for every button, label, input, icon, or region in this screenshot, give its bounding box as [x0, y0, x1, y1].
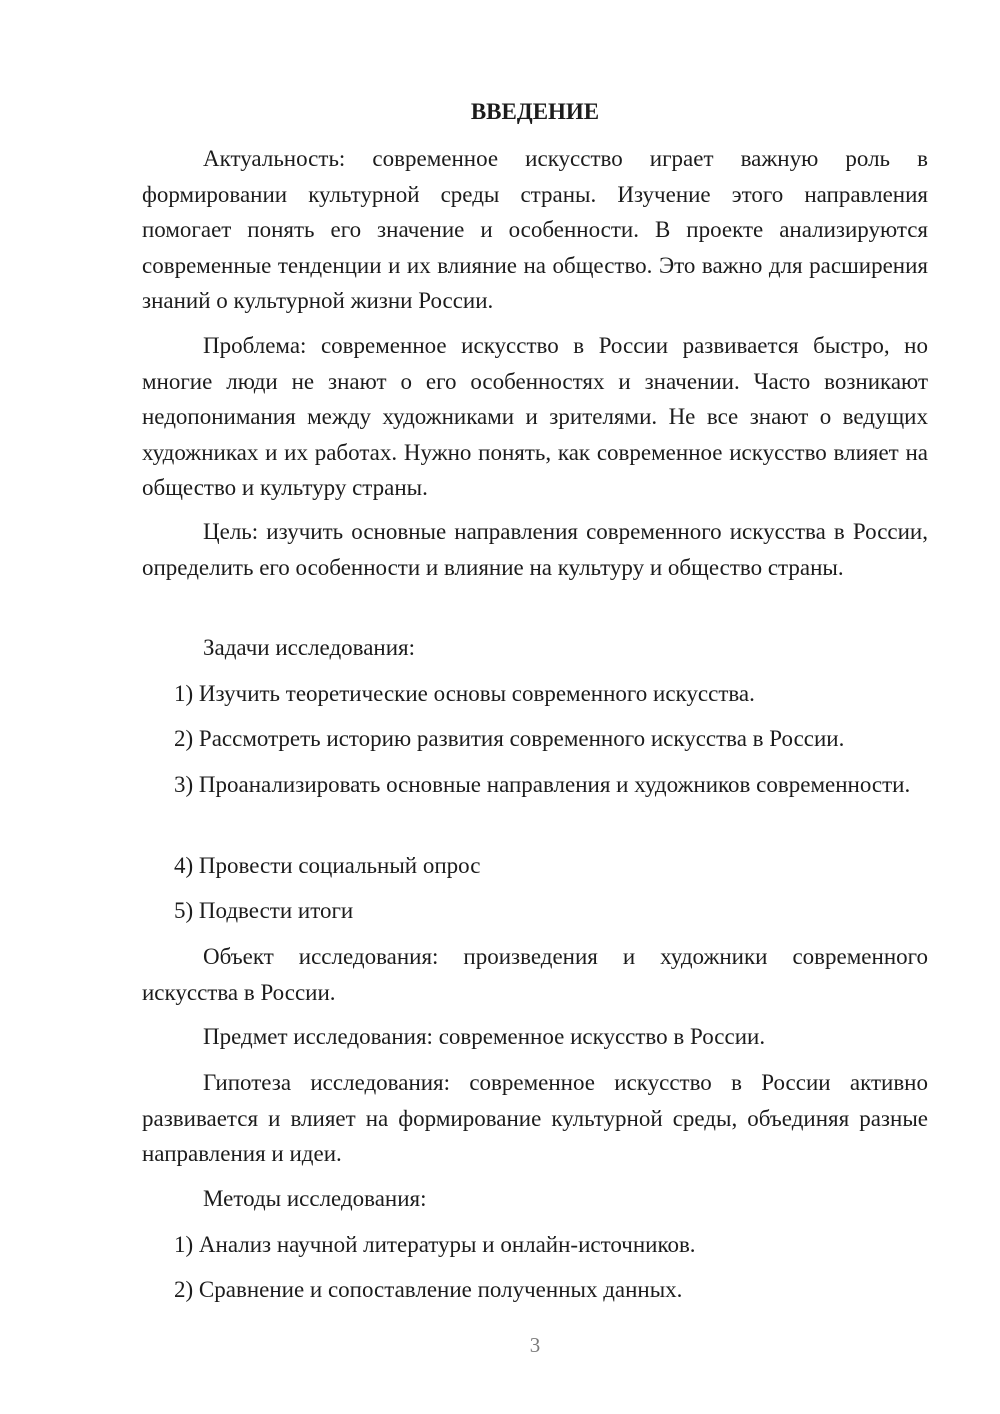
task-item-3: 3) Проанализировать основные направления и художников современности. [174, 772, 911, 797]
page-number: 3 [529, 1333, 541, 1357]
problem-paragraph: Проблема: современное искусство в России развивается быстро, но многие люди не знают о его особенностях и значении. Часто возникают недопонимания между художниками и зрителями. Не все знают о ведущих художниках и их работах. Нужно понять, как современное искусство влияет на общество и культуру страны. [142, 333, 928, 500]
method-item-2: 2) Сравнение и сопоставление полученных данных. [174, 1277, 683, 1302]
task-item-2: 2) Рассмотреть историю развития современного искусства в России. [174, 726, 845, 751]
relevance-paragraph: Актуальность: современное искусство играет важную роль в формировании культурной среды страны. Изучение этого направления помогает понять его значение и особенности. В проекте анализируются современные тенденции и их влияние на общество. Это важно для расширения знаний о культурной жизни России. [142, 146, 928, 313]
methods-heading: Методы исследования: [203, 1186, 427, 1211]
method-item-1: 1) Анализ научной литературы и онлайн-источников. [174, 1232, 696, 1257]
goal-paragraph: Цель: изучить основные направления современного искусства в России, определить его особенности и влияние на культуру и общество страны. [142, 519, 928, 580]
object-paragraph: Объект исследования: произведения и художники современного искусства в России. [142, 944, 928, 1005]
task-item-4: 4) Провести социальный опрос [174, 853, 481, 878]
subject-paragraph: Предмет исследования: современное искусство в России. [203, 1024, 766, 1049]
hypothesis-paragraph: Гипотеза исследования: современное искусство в России активно развивается и влияет на формирование культурной среды, объединяя разные направления и идеи. [142, 1070, 928, 1166]
tasks-heading: Задачи исследования: [203, 635, 416, 660]
task-item-1: 1) Изучить теоретические основы современного искусства. [174, 681, 755, 706]
section-heading: ВВЕДЕНИЕ [470, 99, 600, 124]
task-item-5: 5) Подвести итоги [174, 898, 354, 923]
